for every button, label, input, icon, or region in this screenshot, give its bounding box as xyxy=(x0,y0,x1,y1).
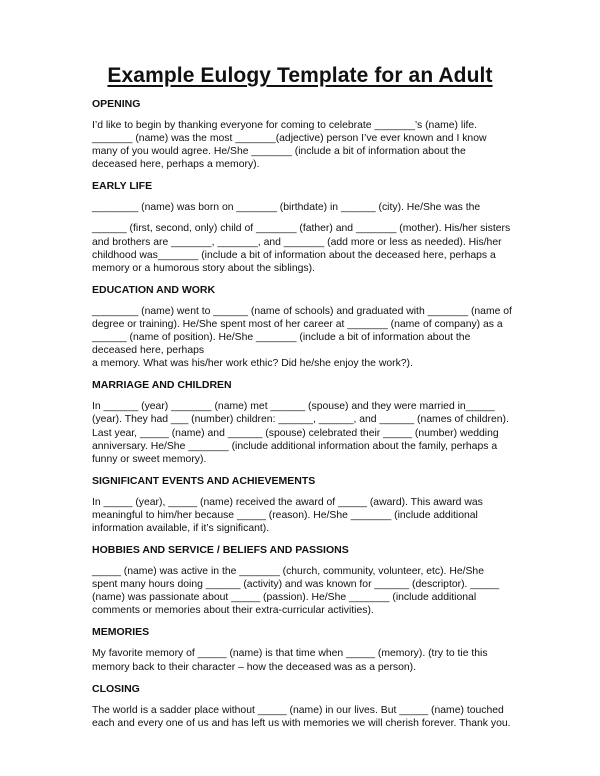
section-heading: CLOSING xyxy=(92,682,140,695)
paragraph: My favorite memory of _____ (name) is that time when _____ (memory). (try to tie this memory back to their character – how the deceased was as a person). xyxy=(92,648,488,673)
section-closing xyxy=(92,682,512,730)
section-education-work xyxy=(92,283,512,370)
document-body xyxy=(92,97,512,738)
section-heading: OPENING xyxy=(92,98,141,110)
paragraph: ________ (name) went to ______ (name of schools) and graduated with _______ (name of degree or training). He/She spent most of her career at _______ (name of company) as a ______ (name of position). He/She _______ (include a bit of information about the deceased here, perhaps xyxy=(92,305,512,357)
paragraph: In ______ (year) _______ (name) met ______ (spouse) and they were married in_____ (year). They had ___ (number) children: ______, ______, and ______ (names of children). Last year, _____ (name) and ______ (spouse) celebrated their _____ (number) wedding anniversary. He/She _______ (include additional information about the family, perhaps a funny or sweet memory). xyxy=(92,401,509,465)
section-heading: MARRIAGE AND CHILDREN xyxy=(92,379,232,392)
paragraph: The world is a sadder place without _____ (name) in our lives. But _____ (name) touched each and every one of us and has left us with memories we will cherish forever. Thank you. xyxy=(92,704,511,729)
section-heading: EARLY LIFE xyxy=(92,180,153,193)
section-heading: EDUCATION AND WORK xyxy=(92,283,216,296)
section-events-achievements xyxy=(92,474,512,535)
paragraph: I’d like to begin by thanking everyone for coming to celebrate _______’s (name) life. _______ (name) was the most _______(adjective) person I’ve ever known and I know many of you would agree. He/She _______ (include a bit of information about the deceased here, perhaps a memory). xyxy=(92,120,487,171)
section-heading: HOBBIES AND SERVICE / BELIEFS AND PASSIONS xyxy=(92,544,349,557)
paragraph: ______ (first, second, only) child of _______ (father) and _______ (mother). His/her sisters and brothers are _______, _______, and _______ (add more or less as needed). His/her childhood was_______ (include a bit of information about the deceased here, perhaps a memory or a humorous story about the siblings). xyxy=(92,223,511,274)
paragraph: a memory. What was his/her work ethic? Did he/she enjoy the work?). xyxy=(92,358,413,370)
section-marriage-children xyxy=(92,378,512,465)
section-early-life xyxy=(92,179,512,274)
section-memories xyxy=(92,625,512,673)
section-heading: SIGNIFICANT EVENTS AND ACHIEVEMENTS xyxy=(92,474,316,487)
paragraph: ________ (name) was born on _______ (birthdate) in ______ (city). He/She was the xyxy=(92,202,481,214)
paragraph: _____ (name) was active in the _______ (church, community, volunteer, etc). He/She spent many hours doing ______ (activity) and was known for ______ (descriptor). _____ (name) was passionate about _____ (passion). He/She _______ (include additional comments or memories about their extra-curricular activities). xyxy=(92,566,500,617)
paragraph: In _____ (year), _____ (name) received the award of _____ (award). This award was meaningful to him/her because _____ (reason). He/She _______ (include additional information available, if it’s significant). xyxy=(92,496,483,534)
section-heading: MEMORIES xyxy=(92,626,150,639)
section-opening xyxy=(92,97,512,171)
section-hobbies-service xyxy=(92,543,512,617)
document-title: Example Eulogy Template for an Adult xyxy=(107,64,493,87)
